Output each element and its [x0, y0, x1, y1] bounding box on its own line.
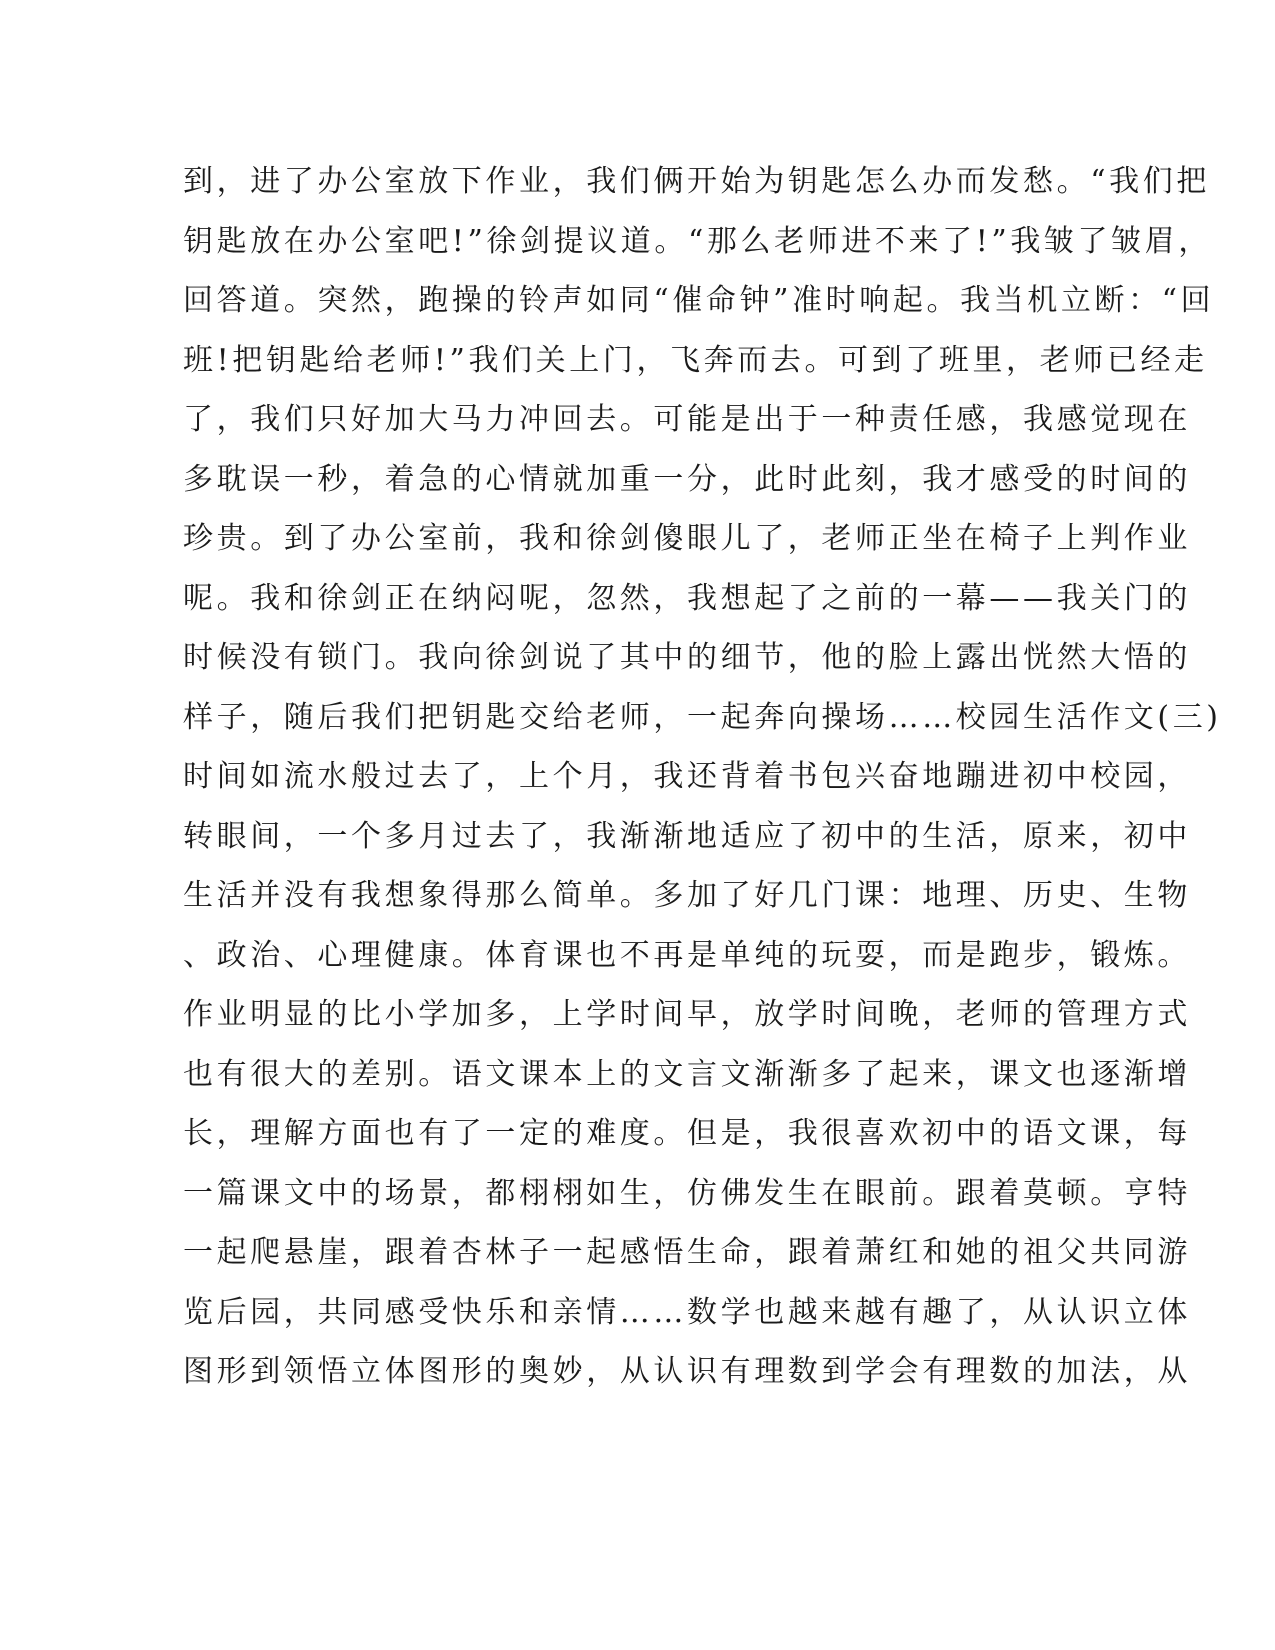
text-line: 图形到领悟立体图形的奥妙，从认识有理数到学会有理数的加法，从 [183, 1354, 1191, 1389]
text-line: 呢。我和徐剑正在纳闷呢，忽然，我想起了之前的一幕——我关门的 [183, 580, 1191, 616]
text-line: 转眼间，一个多月过去了，我渐渐地适应了初中的生活，原来，初中 [183, 818, 1191, 854]
text-line: 珍贵。到了办公室前，我和徐剑傻眼儿了，老师正坐在椅子上判作业 [183, 521, 1191, 556]
text-line: 作业明显的比小学加多，上学时间早，放学时间晚，老师的管理方式 [183, 997, 1191, 1032]
text-line: 生活并没有我想象得那么简单。多加了好几门课：地理、历史、生物 [183, 878, 1191, 913]
text-line: 到，进了办公室放下作业，我们俩开始为钥匙怎么办而发愁。“我们把 [183, 164, 1210, 199]
text-line: 时候没有锁门。我向徐剑说了其中的细节，他的脸上露出恍然大悟的 [183, 640, 1191, 675]
text-line: 样子，随后我们把钥匙交给老师，一起奔向操场……校园生活作文(三) [183, 699, 1222, 735]
text-line: 了，我们只好加大马力冲回去。可能是出于一种责任感，我感觉现在 [183, 402, 1191, 437]
text-line: 览后园，共同感受快乐和亲情……数学也越来越有趣了，从认识立体 [183, 1294, 1191, 1330]
text-line: 时间如流水般过去了，上个月，我还背着书包兴奋地蹦进初中校园， [183, 759, 1191, 794]
text-line: 多耽误一秒，着急的心情就加重一分，此时此刻，我才感受的时间的 [183, 461, 1191, 497]
text-line: 长，理解方面也有了一定的难度。但是，我很喜欢初中的语文课，每 [183, 1116, 1191, 1151]
text-line: 班!把钥匙给老师!”我们关上门，飞奔而去。可到了班里，老师已经走 [183, 342, 1208, 378]
text-line: 、政治、心理健康。体育课也不再是单纯的玩耍，而是跑步，锻炼。 [183, 937, 1191, 973]
text-line: 一篇课文中的场景，都栩栩如生，仿佛发生在眼前。跟着莫顿。亨特 [183, 1175, 1191, 1211]
text-line: 回答道。突然，跑操的铃声如同“催命钟”准时响起。我当机立断：“回 [183, 283, 1215, 318]
text-line: 一起爬悬崖，跟着杏林子一起感悟生命，跟着萧红和她的祖父共同游 [183, 1235, 1191, 1270]
text-line: 钥匙放在办公室吧!”徐剑提议道。“那么老师进不来了!”我皱了皱眉， [183, 223, 1212, 259]
body-text [183, 152, 1222, 1402]
text-line: 也有很大的差别。语文课本上的文言文渐渐多了起来，课文也逐渐增 [183, 1056, 1191, 1092]
